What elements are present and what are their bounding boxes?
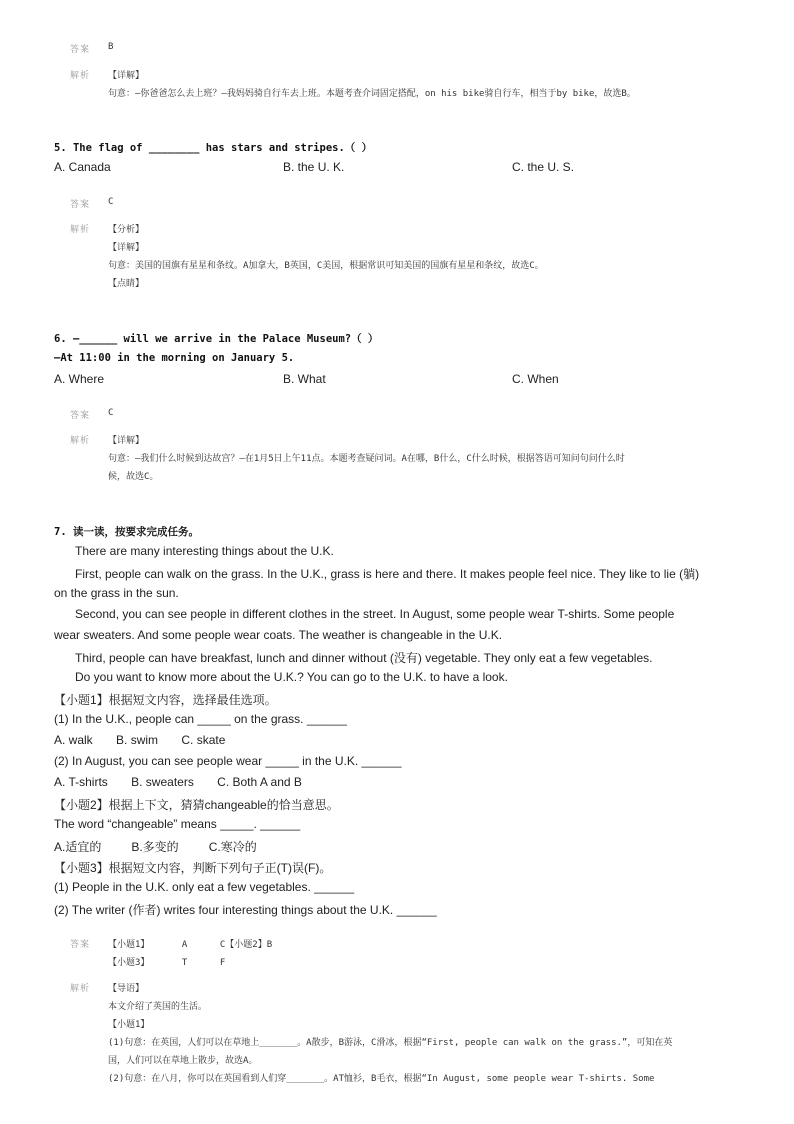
- task-heading: 【小题3】根据短文内容，判断下列句子正(T)误(F)。: [54, 861, 332, 875]
- answer-value: C: [108, 408, 114, 418]
- analysis-label: 解析: [70, 71, 91, 81]
- option-c: C. the U. S.: [512, 160, 575, 174]
- explanation-line: (2)句意：在八月，你可以在英国看到人们穿_______。AT恤衫，B毛衣，根据“In August, some people wear T-shirts. Some: [108, 1074, 655, 1084]
- answer-value: B: [108, 42, 114, 52]
- task-options: A. walk B. swim C. skate: [54, 733, 226, 747]
- task-item: (2) The writer (作者) writes four interesting things about the U.K. ______: [54, 903, 437, 917]
- detail-text: 句意：—你爸爸怎么去上班？—我妈妈骑自行车去上班。本题考查介词固定搭配，on his bike骑自行车，相当于by bike，故选B。: [108, 89, 636, 99]
- explanation-line: (1)句意：在英国，人们可以在草地上_______。A散步，B游泳，C滑冰，根据“First, people can walk on the grass.”，可知在英: [108, 1038, 673, 1048]
- passage-line: on the grass in the sun.: [54, 586, 179, 600]
- detail-text-line-1: 句意：—我们什么时候到达故宫？—在1月5日上午11点。本题考查疑问词。A在哪，B什么，C什么时候，根据答语可知问句问什么时: [108, 454, 625, 464]
- passage-line: wear sweaters. And some people wear coats. The weather is changeable in the U.K.: [54, 628, 503, 642]
- detail-text-line-2: 候，故选C。: [108, 472, 159, 482]
- analysis-label: 解析: [70, 225, 91, 235]
- option-a: A. Where: [54, 372, 105, 386]
- comment-tag: 【点睛】: [108, 279, 145, 289]
- answer-value-line-2: 【小题3】 T F: [108, 958, 226, 968]
- question-6-stem: 6. —______ will we arrive in the Palace Museum?（ ）: [54, 333, 379, 345]
- analysis-tag: 【分析】: [108, 225, 145, 235]
- question-6-reply: —At 11:00 in the morning on January 5.: [54, 352, 295, 364]
- detail-tag: 【详解】: [108, 243, 145, 253]
- task-heading: 【小题2】根据上下文，猜猜changeable的恰当意思。: [54, 798, 339, 812]
- task-item: (1) In the U.K., people can _____ on the grass. ______: [54, 712, 347, 726]
- passage-line: Second, you can see people in different clothes in the street. In August, some people wear T-shirts. Some people: [75, 607, 675, 621]
- option-a: A. Canada: [54, 160, 111, 174]
- passage-line: Third, people can have breakfast, lunch and dinner without (没有) vegetable. They only eat a few vegetables.: [75, 651, 653, 665]
- answer-label: 答案: [70, 200, 91, 210]
- analysis-label: 解析: [70, 436, 91, 446]
- task-item: (2) In August, you can see people wear _____ in the U.K. ______: [54, 754, 402, 768]
- option-b: B. the U. K.: [283, 160, 345, 174]
- answer-value-line-1: 【小题1】 A C【小题2】B: [108, 940, 273, 950]
- task-options: A.适宜的 B.多变的 C.寒冷的: [54, 840, 257, 854]
- guide-tag: 【导语】: [108, 984, 145, 994]
- question-5-stem: 5. The flag of ________ has stars and stripes.（ ）: [54, 142, 373, 154]
- answer-label: 答案: [70, 411, 91, 421]
- answer-value: C: [108, 197, 114, 207]
- task-heading: 【小题1】根据短文内容，选择最佳选项。: [54, 693, 277, 707]
- task-options: A. T-shirts B. sweaters C. Both A and B: [54, 775, 302, 789]
- passage-line: There are many interesting things about the U.K.: [75, 544, 334, 558]
- answer-label: 答案: [70, 940, 91, 950]
- question-7-stem: 7. 读一读，按要求完成任务。: [54, 526, 199, 538]
- sub1-tag: 【小题1】: [108, 1020, 150, 1030]
- analysis-label: 解析: [70, 984, 91, 994]
- task-item: (1) People in the U.K. only eat a few vegetables. ______: [54, 880, 355, 894]
- detail-tag: 【详解】: [108, 436, 145, 446]
- answer-label: 答案: [70, 45, 91, 55]
- passage-line: Do you want to know more about the U.K.? You can go to the U.K. to have a look.: [75, 670, 508, 684]
- guide-text: 本文介绍了英国的生活。: [108, 1002, 208, 1012]
- explanation-line: 国，人们可以在草地上散步，故选A。: [108, 1056, 258, 1066]
- option-b: B. What: [283, 372, 326, 386]
- passage-line: First, people can walk on the grass. In the U.K., grass is here and there. It makes people feel nice. They like to lie (躺): [75, 567, 700, 581]
- task-item: The word “changeable” means _____. ______: [54, 817, 301, 831]
- option-c: C. When: [512, 372, 559, 386]
- detail-text: 句意：美国的国旗有星星和条纹。A加拿大，B英国，C美国，根据常识可知美国的国旗有星星和条纹，故选C。: [108, 261, 544, 271]
- detail-tag: 【详解】: [108, 71, 145, 81]
